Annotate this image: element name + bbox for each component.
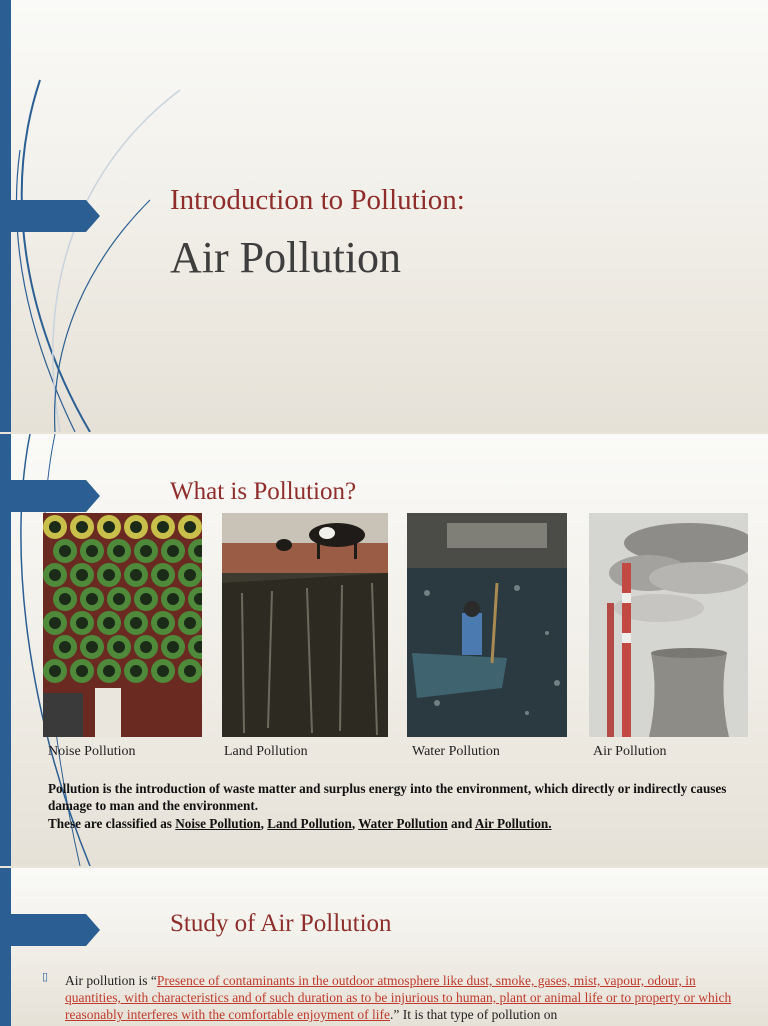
noise-pollution-image (43, 513, 202, 737)
water-pollution-link[interactable]: Water Pollution (358, 815, 448, 831)
pollution-definition (48, 780, 738, 832)
photo-caption: Land Pollution (224, 744, 308, 759)
title-slide (0, 0, 768, 432)
separator: and (451, 815, 473, 831)
air-pollution-definition (65, 972, 735, 1023)
noise-pollution-link[interactable]: Noise Pollution (175, 815, 261, 831)
definition-quote-link[interactable]: Presence of contaminants in the outdoor atmosphere like dust, smoke, gases, mist, vapour, odour, in quantities, with characteristics and of such duration as to be injurious to human, plant or animal life or to property or which reasonably interferes with the comfortable enjoyment of life (65, 973, 732, 1022)
definition-intro: Air pollution is “ (65, 973, 157, 988)
definition-text: Pollution is the introduction of waste matter and surplus energy into the environment, which directly or indirectly causes damage to man and the environment. (48, 781, 727, 814)
section-heading: Study of Air Pollution (170, 910, 392, 937)
classification-text (48, 815, 738, 832)
slide-tab-arrow (0, 480, 100, 512)
air-pollution-link[interactable]: Air Pollution. (474, 815, 552, 831)
water-pollution-image (407, 513, 567, 737)
slide-tab-arrow (0, 914, 100, 946)
separator: , (351, 815, 356, 831)
slide-title: Air Pollution (170, 233, 402, 282)
land-pollution-image (222, 513, 388, 737)
slide-subtitle: Introduction to Pollution: (170, 184, 465, 216)
photo-caption: Noise Pollution (48, 744, 136, 759)
separator: , (260, 815, 264, 831)
slide-left-bar (0, 868, 11, 1026)
section-heading: What is Pollution? (170, 478, 357, 505)
land-pollution-link[interactable]: Land Pollution (267, 815, 352, 831)
photo-caption: Air Pollution (593, 744, 667, 759)
photo-caption: Water Pollution (412, 744, 500, 759)
classification-prefix: These are classified as (48, 815, 172, 831)
air-pollution-image (589, 513, 748, 737)
slide-tab-arrow (0, 200, 100, 232)
bullet-icon: ▯ (42, 971, 49, 983)
definition-tail: .” It is that type of pollution on (390, 1007, 558, 1022)
